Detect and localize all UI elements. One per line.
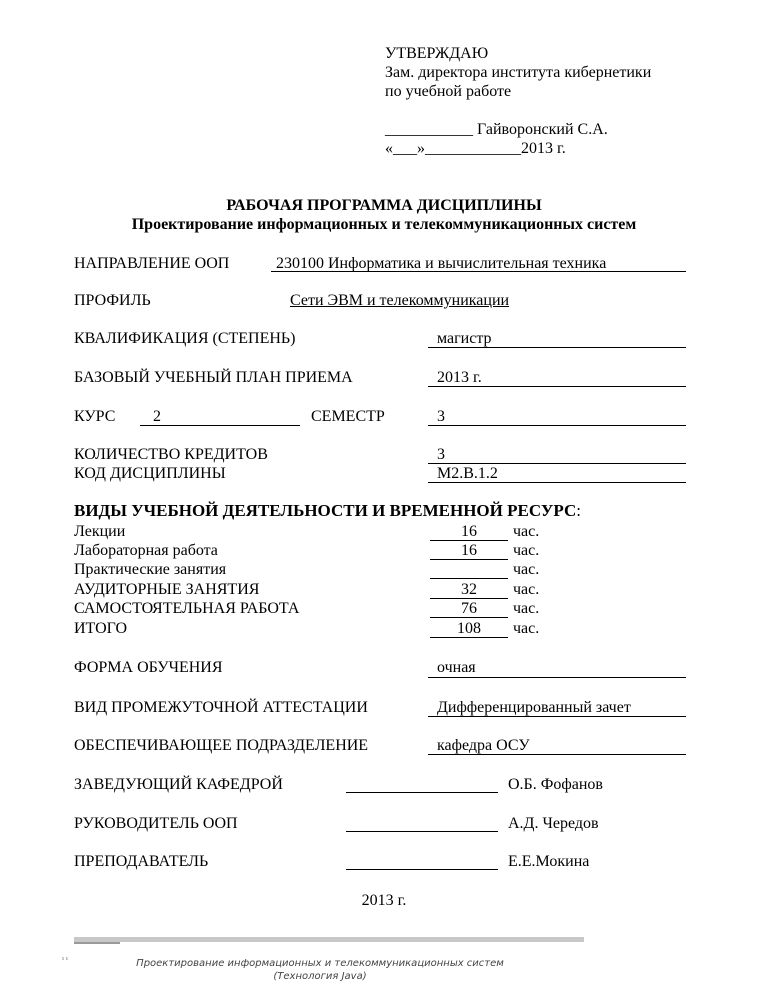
profile-value: Сети ЭВМ и телекоммуникации xyxy=(290,292,510,309)
credits-label: КОЛИЧЕСТВО КРЕДИТОВ xyxy=(74,446,268,463)
signature-label: ЗАВЕДУЮЩИЙ КАФЕДРОЙ xyxy=(74,776,283,793)
activity-unit: час. xyxy=(513,542,540,559)
signature-name: О.Б. Фофанов xyxy=(508,776,603,793)
discipline-subtitle: Проектирование информационных и телекоммуникационных систем xyxy=(131,216,637,233)
qualification-label: КВАЛИФИКАЦИЯ (СТЕПЕНЬ) xyxy=(74,330,296,347)
activity-label: Лекции xyxy=(74,523,126,540)
qualification-value: магистр xyxy=(437,330,492,347)
footer-rule-accent xyxy=(74,942,120,944)
footer-subtitle: (Технология Java) xyxy=(273,971,367,982)
activity-label: Лабораторная работа xyxy=(74,542,218,559)
credits-value: 3 xyxy=(437,446,445,463)
code-underline xyxy=(428,482,686,483)
semester-label: СЕМЕСТР xyxy=(311,408,385,425)
course-label: КУРС xyxy=(74,408,116,425)
department-underline xyxy=(428,754,686,755)
activity-unit: час. xyxy=(513,523,540,540)
activity-unit: час. xyxy=(513,561,540,578)
footer-page-marks: ¹ ¹ xyxy=(62,956,68,964)
attestation-underline xyxy=(428,716,686,717)
attestation-value: Дифференцированный зачет xyxy=(437,699,631,716)
study-form-value: очная xyxy=(437,659,476,676)
activity-label: Практические занятия xyxy=(74,561,227,578)
signature-line xyxy=(346,831,498,832)
department-label: ОБЕСПЕЧИВАЮЩЕЕ ПОДРАЗДЕЛЕНИЕ xyxy=(74,737,369,754)
activity-unit: час. xyxy=(513,581,540,598)
footer-rule xyxy=(74,937,584,942)
approval-date-line: «___»____________2013 г. xyxy=(385,140,566,157)
code-label: КОД ДИСЦИПЛИНЫ xyxy=(74,465,226,482)
activity-label: АУДИТОРНЫЕ ЗАНЯТИЯ xyxy=(74,581,260,598)
activity-hours: 32 xyxy=(461,581,477,598)
activities-heading-colon: : xyxy=(576,501,581,520)
activity-underline xyxy=(430,559,508,560)
signature-line xyxy=(346,792,498,793)
approval-signature-line: ___________ Гайворонский С.А. xyxy=(385,121,608,138)
activity-label: САМОСТОЯТЕЛЬНАЯ РАБОТА xyxy=(74,600,300,617)
semester-value: 3 xyxy=(437,408,445,425)
approval-position-line2: по учебной работе xyxy=(385,83,512,100)
activity-hours: 16 xyxy=(461,542,477,559)
signature-name: А.Д. Чередов xyxy=(508,815,599,832)
document-year: 2013 г. xyxy=(361,892,407,909)
base-plan-label: БАЗОВЫЙ УЧЕБНЫЙ ПЛАН ПРИЕМА xyxy=(74,369,353,386)
course-underline xyxy=(140,425,300,426)
base-plan-value: 2013 г. xyxy=(437,369,482,386)
base-plan-underline xyxy=(428,386,686,387)
activity-label: ИТОГО xyxy=(74,620,128,637)
signature-label: ПРЕПОДАВАТЕЛЬ xyxy=(74,853,209,870)
signature-label: РУКОВОДИТЕЛЬ ООП xyxy=(74,815,238,832)
direction-underline xyxy=(271,271,686,272)
direction-value: 230100 Информатика и вычислительная техника xyxy=(276,255,607,272)
activity-unit: час. xyxy=(513,620,540,637)
course-value: 2 xyxy=(153,408,161,425)
activity-hours: 16 xyxy=(461,523,477,540)
semester-underline xyxy=(428,425,686,426)
activities-heading-text: ВИДЫ УЧЕБНОЙ ДЕЯТЕЛЬНОСТИ И ВРЕМЕННОЙ РЕСУРС xyxy=(74,501,577,520)
study-form-label: ФОРМА ОБУЧЕНИЯ xyxy=(74,659,223,676)
signature-name: Е.Е.Мокина xyxy=(508,853,590,870)
profile-label: ПРОФИЛЬ xyxy=(74,292,151,309)
activity-unit: час. xyxy=(513,600,540,617)
activities-heading xyxy=(74,501,581,520)
department-value: кафедра ОСУ xyxy=(437,737,530,754)
study-form-underline xyxy=(428,677,686,678)
activity-underline xyxy=(430,637,508,638)
footer-title: Проектирование информационных и телекоммуникационных систем xyxy=(136,958,504,969)
approval-position-line1: Зам. директора института кибернетики xyxy=(385,64,652,81)
document-title: РАБОЧАЯ ПРОГРАММА ДИСЦИПЛИНЫ xyxy=(226,197,542,214)
signature-line xyxy=(346,869,498,870)
activity-underline xyxy=(430,578,508,579)
direction-label: НАПРАВЛЕНИЕ ООП xyxy=(74,255,230,272)
activity-underline xyxy=(430,617,508,618)
activity-hours: 108 xyxy=(457,620,481,637)
activity-hours: 76 xyxy=(461,600,477,617)
attestation-label: ВИД ПРОМЕЖУТОЧНОЙ АТТЕСТАЦИИ xyxy=(74,699,368,716)
approval-title: УТВЕРЖДАЮ xyxy=(385,45,489,62)
code-value: М2.В.1.2 xyxy=(437,465,498,482)
qualification-underline xyxy=(428,347,686,348)
